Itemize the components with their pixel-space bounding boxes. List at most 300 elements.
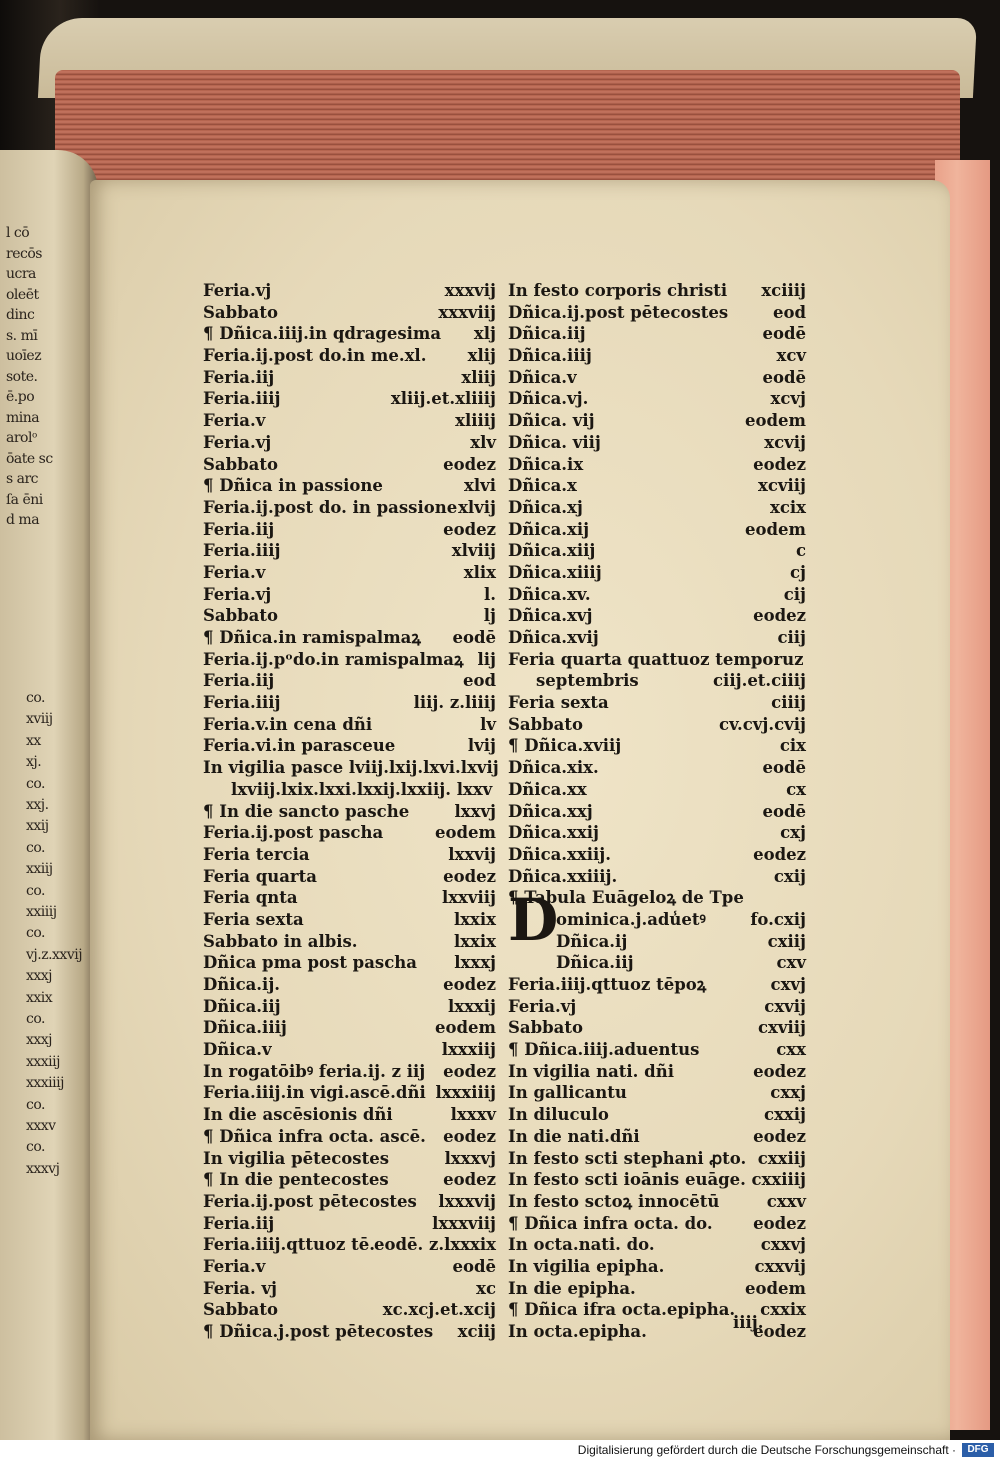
entry-folio: cxvj xyxy=(770,975,806,994)
left-page-fragment: xj. xyxy=(26,754,42,771)
index-entry xyxy=(203,952,496,974)
entry-folio: eodē. z.lxxxix xyxy=(373,1235,496,1255)
entry-label: Dñica.xj xyxy=(508,497,583,517)
index-entry xyxy=(203,692,496,714)
entry-folio: cj xyxy=(789,562,806,582)
index-entry xyxy=(203,1126,496,1148)
entry-folio: lxxvj xyxy=(454,801,496,821)
entry-label: ¶ Dñica infra octa. do. xyxy=(508,1213,713,1233)
entry-folio: xcv xyxy=(776,346,806,366)
entry-folio: xlviij xyxy=(451,541,496,561)
entry-label: In festo corporis christi xyxy=(508,281,728,300)
entry-folio: ciiij xyxy=(771,693,806,713)
entry-folio: lvij xyxy=(467,736,496,756)
index-entry xyxy=(203,1256,496,1278)
left-page-fragment: oleēt xyxy=(6,286,39,303)
entry-label: Feria.ij.post do.in me.xl. xyxy=(203,346,427,366)
entry-folio: eodem xyxy=(745,1278,806,1298)
entry-label: lxviij.lxix.lxxi.lxxij.lxxiij. lxxv xyxy=(231,779,493,799)
entry-folio: eodez xyxy=(753,1061,806,1081)
index-entry xyxy=(203,714,496,736)
entry-folio: eodez xyxy=(753,1322,806,1341)
index-entry xyxy=(508,302,806,324)
left-page-fragment: xviij xyxy=(26,711,53,728)
left-page-fragment: co. xyxy=(26,882,45,899)
entry-label: Sabbato xyxy=(203,454,278,474)
index-entry xyxy=(508,670,806,692)
left-page-edge xyxy=(0,150,98,1440)
entry-folio: xlv xyxy=(470,432,496,452)
entry-folio: cxvij xyxy=(764,996,806,1016)
entry-folio: cij xyxy=(783,584,806,604)
index-entry xyxy=(508,649,806,671)
entry-folio: cx xyxy=(786,779,806,799)
left-page-fragment: d ma xyxy=(6,512,40,528)
left-page-fragment: co. xyxy=(26,775,45,792)
entry-label: Feria.iij xyxy=(203,367,275,387)
left-page-fragment: co. xyxy=(26,925,45,942)
index-entry xyxy=(508,1148,806,1170)
entry-folio: cxxiiij xyxy=(751,1170,806,1190)
entry-label: In vigilia pētecostes xyxy=(203,1148,389,1168)
entry-label: Sabbato xyxy=(508,1018,583,1038)
entry-label: Dñica.xxj xyxy=(508,801,593,821)
entry-label: Feria.iiij.in vigi.ascē.dñi xyxy=(203,1083,426,1103)
left-page-fragment: xxxiij xyxy=(26,1053,60,1070)
entry-label: ¶ Dñica.j.post pētecostes xyxy=(203,1322,434,1341)
entry-folio: xcix xyxy=(770,497,806,517)
entry-folio: xlij xyxy=(467,346,496,366)
index-entry xyxy=(508,367,806,389)
entry-label: Feria.ij.post pascha xyxy=(203,823,384,843)
entry-label: Dñica.xvj xyxy=(508,606,593,626)
entry-folio: c xyxy=(795,541,806,561)
index-entry xyxy=(203,540,496,562)
entry-label: Dñica.xx xyxy=(508,779,587,799)
entry-label: Feria. vj xyxy=(203,1278,278,1298)
entry-folio: cxj xyxy=(780,823,806,843)
entry-label: Dñica pma post pascha xyxy=(203,953,417,973)
index-entry xyxy=(508,1256,806,1278)
entry-folio: eodez xyxy=(443,975,496,994)
index-column-right xyxy=(508,280,806,1343)
index-entry xyxy=(203,280,496,302)
entry-label: septembris xyxy=(536,671,639,691)
index-entry xyxy=(508,605,806,627)
entry-label: Feria quarta xyxy=(203,866,317,886)
index-entry xyxy=(203,475,496,497)
entry-label: Dñica.xvij xyxy=(508,628,599,647)
index-entry xyxy=(203,887,496,909)
index-entry xyxy=(508,996,806,1018)
entry-folio: cxxix xyxy=(760,1300,806,1320)
index-entry xyxy=(508,692,806,714)
entry-folio: lxxvij xyxy=(448,844,496,864)
index-entry xyxy=(203,627,496,649)
entry-label: Sabbato xyxy=(508,714,583,734)
entry-label: Feria.iiij xyxy=(203,693,281,713)
index-entry xyxy=(508,1169,806,1191)
left-page-fragment: co. xyxy=(26,1096,45,1113)
index-entry xyxy=(203,1082,496,1104)
entry-folio: lxxviij xyxy=(441,888,496,908)
index-entry xyxy=(203,1148,496,1170)
index-entry xyxy=(203,1321,496,1343)
entry-folio: lxxxij xyxy=(447,996,496,1016)
entry-folio: cxij xyxy=(773,866,806,886)
index-entry xyxy=(508,1104,806,1126)
entry-label: Dñica.xxij xyxy=(508,823,599,843)
entry-folio: lxxxviij xyxy=(432,1213,496,1233)
left-page-fragment: co. xyxy=(26,1011,45,1027)
entry-label: Dñica.iij xyxy=(203,996,281,1016)
index-entry xyxy=(508,1213,806,1235)
entry-label: Feria.v.in cena dñi xyxy=(203,714,373,734)
entry-label: Dñica.ix xyxy=(508,454,584,474)
index-entry xyxy=(508,1082,806,1104)
red-page-edges xyxy=(55,70,960,190)
entry-label: In octa.nati. do. xyxy=(508,1235,655,1255)
entry-folio: cxx xyxy=(776,1040,806,1060)
entry-label: Feria tercia xyxy=(203,844,310,864)
entry-label: Sabbato xyxy=(203,606,278,626)
entry-label: Dñica.xv. xyxy=(508,584,591,604)
left-page-fragment: xxj. xyxy=(26,797,49,813)
index-entry xyxy=(508,866,806,888)
entry-label: In vigilia epipha. xyxy=(508,1256,665,1276)
entry-folio: eodem xyxy=(435,823,496,843)
index-entry xyxy=(203,605,496,627)
entry-label: In festo scti stephani ꝓto. xyxy=(508,1148,747,1168)
entry-folio: eodē xyxy=(452,628,496,647)
entry-label: Feria.iiij.qttuoz tē. xyxy=(203,1235,375,1255)
left-page-fragment: dinc xyxy=(6,307,35,323)
entry-folio: eodez xyxy=(443,1170,496,1190)
entry-folio: eodē xyxy=(452,1256,496,1276)
entry-folio: xcvj xyxy=(770,389,806,409)
entry-label: Dñica.vj. xyxy=(508,389,589,409)
index-entry xyxy=(203,1234,496,1256)
entry-label: Dñica.ij. xyxy=(203,975,281,994)
entry-folio: liij. z.liiij xyxy=(413,693,496,713)
entry-folio: lxxxvij xyxy=(438,1191,496,1211)
index-entry xyxy=(508,323,806,345)
entry-label: ¶ Dñica.xviij xyxy=(508,736,622,756)
credit-bar xyxy=(0,1440,1000,1461)
left-page-fragment: ſa ēni xyxy=(6,491,43,508)
index-entry xyxy=(203,1191,496,1213)
entry-label: Feria.ij.pᵒdo.in ramispalmaꝝ xyxy=(203,649,464,669)
left-page-fragment: ucra xyxy=(6,266,36,282)
entry-label: Feria.vj xyxy=(203,432,272,452)
index-entry xyxy=(508,1017,806,1039)
entry-folio: eodem xyxy=(745,411,806,431)
index-entry xyxy=(508,1126,806,1148)
entry-folio: lxxxj xyxy=(454,953,496,973)
entry-label: ¶ Dñica.iiij.in qdragesima xyxy=(203,324,442,344)
entry-folio: xlvi xyxy=(464,476,496,496)
index-entry xyxy=(508,627,806,649)
entry-folio: xliiij xyxy=(455,411,496,431)
left-page-fragment: xxiiij xyxy=(26,904,57,920)
entry-label: ominica.j.adu̾etꝰ xyxy=(556,909,706,929)
index-entry xyxy=(203,1299,496,1321)
entry-label: Feria sexta xyxy=(508,693,609,713)
entry-folio: ciij xyxy=(777,628,806,647)
index-entry xyxy=(203,974,496,996)
entry-label: Dñica.v xyxy=(508,367,577,387)
index-entry xyxy=(203,1213,496,1235)
entry-folio: eodez xyxy=(443,1126,496,1146)
entry-label: In rogatōibꝰ feria.ij. z iij xyxy=(203,1061,426,1081)
entry-label: Feria.iij xyxy=(203,671,275,691)
index-entry xyxy=(203,909,496,931)
entry-label: In diluculo xyxy=(508,1105,609,1125)
entry-label: ¶ Dñica.iiij.aduentus xyxy=(508,1040,700,1060)
index-entry xyxy=(203,757,499,779)
entry-folio: xciiij xyxy=(761,281,806,300)
left-page-fragment: s arc xyxy=(6,471,39,487)
left-page-fragment: xx xyxy=(26,732,41,749)
left-page-fragment: co. xyxy=(26,690,45,706)
entry-folio: eod xyxy=(462,671,496,691)
entry-label: Dñica.xij xyxy=(508,519,590,539)
index-entry xyxy=(508,454,806,476)
entry-folio: cxxiij xyxy=(757,1148,806,1168)
entry-folio: eodez xyxy=(443,454,496,474)
entry-folio: eodē xyxy=(762,758,806,778)
index-entry xyxy=(203,410,496,432)
entry-folio: eodē xyxy=(762,801,806,821)
index-entry xyxy=(508,280,806,302)
entry-folio: xlix xyxy=(463,562,496,582)
index-entry xyxy=(508,584,806,606)
entry-folio: eod xyxy=(772,302,806,322)
entry-folio: eodez xyxy=(753,844,806,864)
entry-folio: xc xyxy=(476,1278,496,1298)
entry-label: Feria.iij xyxy=(203,519,275,539)
entry-folio: cxiij xyxy=(767,931,806,951)
left-page-fragment: xxix xyxy=(26,989,53,1006)
index-entry xyxy=(508,757,806,779)
entry-label: Dñica.xiiij xyxy=(508,562,602,582)
entry-folio: xliij xyxy=(461,367,496,387)
index-column-left xyxy=(203,280,499,1343)
entry-label: Dñica. vij xyxy=(508,411,595,431)
index-entry xyxy=(203,1278,496,1300)
entry-folio: ciij.et.ciiij xyxy=(713,671,806,691)
entry-label: Feria.v xyxy=(203,1256,266,1276)
entry-folio: xcviij xyxy=(758,476,806,496)
index-entry xyxy=(203,931,496,953)
index-entry xyxy=(508,562,806,584)
entry-folio: xciij xyxy=(457,1322,496,1341)
entry-folio: xliij.et.xliiij xyxy=(390,389,496,409)
entry-folio: xlvij xyxy=(458,497,496,517)
entry-label: Dñica.ij.post pētecostes xyxy=(508,302,729,322)
entry-folio: eodē xyxy=(762,367,806,387)
entry-folio: lj xyxy=(483,606,496,626)
entry-folio: cxv xyxy=(776,953,806,973)
entry-folio: eodez xyxy=(753,454,806,474)
entry-label: In festo sctoꝝ innocētū xyxy=(508,1191,720,1211)
entry-folio: eodē xyxy=(762,324,806,344)
entry-folio: lxxix xyxy=(453,909,496,929)
index-entry xyxy=(203,735,496,757)
entry-folio: xxxviij xyxy=(438,302,496,322)
credit-text: Digitalisierung gefördert durch die Deutsche Forschungsgemeinschaft · xyxy=(577,1443,956,1457)
entry-folio: cxxij xyxy=(764,1105,806,1125)
index-entry xyxy=(508,952,806,974)
entry-folio: eodez xyxy=(443,1061,496,1081)
index-entry xyxy=(508,1278,806,1300)
index-entry xyxy=(203,519,496,541)
index-entry xyxy=(203,996,496,1018)
entry-label: ¶ Dñica infra octa. ascē. xyxy=(203,1126,426,1146)
left-page-fragment: ē.po xyxy=(6,389,35,405)
index-entry xyxy=(508,388,806,410)
index-entry xyxy=(203,822,496,844)
left-page-fragment: l cō xyxy=(6,225,30,241)
entry-folio: xxxvij xyxy=(444,281,496,300)
entry-label: ¶ Dñica.in ramispalmaꝝ xyxy=(203,628,421,647)
page-footer-signature: iiij. xyxy=(733,1313,764,1332)
entry-label: In festo scti ioānis euāge. xyxy=(508,1170,746,1190)
entry-label: ¶ In die pentecostes xyxy=(203,1170,389,1190)
left-page-fragment: ōate sc xyxy=(6,450,53,467)
index-entry xyxy=(203,1104,496,1126)
entry-label: Dñica. viij xyxy=(508,432,601,452)
entry-folio: lxxxiiij xyxy=(435,1083,496,1103)
index-entry xyxy=(203,454,496,476)
entry-label: Dñica.iij xyxy=(508,324,586,344)
index-entry xyxy=(203,345,496,367)
index-entry xyxy=(203,1039,496,1061)
index-entry xyxy=(203,1061,496,1083)
index-entry xyxy=(203,497,496,519)
index-entry xyxy=(508,1039,806,1061)
entry-label: Feria qnta xyxy=(203,888,298,908)
entry-folio: cix xyxy=(779,736,806,756)
index-entry xyxy=(508,822,806,844)
entry-folio: lxxix xyxy=(453,931,496,951)
index-entry xyxy=(508,735,806,757)
entry-label: Dñica.iiij xyxy=(203,1018,287,1038)
entry-label: ¶ Tabula Euāgeloꝝ de Tpe xyxy=(508,888,744,908)
left-page-fragment: xxxv xyxy=(26,1118,56,1134)
left-page-fragment: co. xyxy=(26,839,45,856)
entry-folio: xc.xcj.et.xcij xyxy=(382,1300,496,1320)
entry-label: Dñica.iiij xyxy=(508,346,592,366)
entry-folio: eodez xyxy=(753,606,806,626)
entry-folio: lxxxiij xyxy=(441,1040,496,1060)
left-page-fragment: xxxj xyxy=(26,968,53,985)
entry-label: ¶ Dñica in passione xyxy=(203,476,383,496)
left-page-fragment: xxxj xyxy=(26,1032,53,1049)
entry-folio: lv xyxy=(480,714,496,734)
left-page-fragment: recōs xyxy=(6,245,42,262)
index-entry xyxy=(203,670,496,692)
left-page-fragment: xxiij xyxy=(26,861,53,878)
entry-folio: lij xyxy=(477,649,496,669)
entry-folio: cxviij xyxy=(758,1018,806,1038)
entry-label: Feria.v xyxy=(203,411,266,431)
index-entry xyxy=(203,801,496,823)
index-entry xyxy=(508,844,806,866)
entry-label: In octa.epipha. xyxy=(508,1322,647,1341)
index-entry xyxy=(508,432,806,454)
entry-label: Feria.v xyxy=(203,562,266,582)
index-entry xyxy=(508,1234,806,1256)
index-entry xyxy=(203,388,496,410)
index-entry xyxy=(508,714,806,736)
entry-folio: l. xyxy=(483,584,496,604)
entry-label: Feria.vj xyxy=(508,996,577,1016)
entry-folio: eodez xyxy=(753,1213,806,1233)
index-entry xyxy=(203,866,496,888)
entry-label: Feria.vj xyxy=(203,281,272,300)
index-entry xyxy=(508,410,806,432)
entry-label: Dñica.x xyxy=(508,476,577,496)
index-entry xyxy=(203,323,496,345)
entry-folio: fo.cxij xyxy=(750,909,806,929)
index-entry xyxy=(508,801,806,823)
entry-label: In vigilia nati. dñi xyxy=(508,1061,674,1081)
entry-label: Dñica.v xyxy=(203,1040,272,1060)
left-page-fragment: xxxiiij xyxy=(26,1075,64,1092)
entry-label: Sabbato xyxy=(203,302,278,322)
left-page-fragment: sote. xyxy=(6,368,38,385)
entry-folio: xlj xyxy=(473,324,496,344)
entry-folio: cv.cvj.cvij xyxy=(719,714,806,734)
dfg-logo: DFG xyxy=(962,1443,994,1457)
entry-label: Feria.iiij.qttuoz tēpoꝝ xyxy=(508,975,707,994)
index-entry xyxy=(203,302,496,324)
entry-label: Feria.iij xyxy=(203,1213,275,1233)
index-entry xyxy=(508,519,806,541)
index-entry xyxy=(203,1169,496,1191)
index-entry xyxy=(508,540,806,562)
entry-folio: eodem xyxy=(435,1018,496,1038)
entry-label: Feria.iiij xyxy=(203,541,281,561)
index-entry xyxy=(203,649,496,671)
entry-label: Sabbato xyxy=(203,1300,278,1320)
entry-label: ¶ In die sancto pasche xyxy=(203,801,410,821)
left-page-fragment: xxij xyxy=(26,818,49,835)
entry-label: Dñica.xix. xyxy=(508,758,599,778)
index-entry xyxy=(203,367,496,389)
entry-folio: cxxj xyxy=(770,1083,806,1103)
entry-label: In die ascēsionis dñi xyxy=(203,1105,393,1125)
entry-folio: eodez xyxy=(753,1126,806,1146)
index-entry xyxy=(508,974,806,996)
index-entry xyxy=(508,1061,806,1083)
entry-label: Feria.ij.post pētecostes xyxy=(203,1191,417,1211)
entry-label: Dñica.xxiij. xyxy=(508,844,611,864)
entry-label: Dñica.iij xyxy=(556,953,634,973)
entry-folio: eodez xyxy=(443,519,496,539)
entry-folio: eodez xyxy=(443,866,496,886)
entry-folio: cxxv xyxy=(766,1191,806,1211)
entry-label: Feria sexta xyxy=(203,909,304,929)
entry-folio: eodem xyxy=(745,519,806,539)
entry-label: Dñica.xiij xyxy=(508,541,596,561)
entry-label: Dñica.ij xyxy=(556,931,628,951)
index-entry xyxy=(508,1191,806,1213)
entry-folio: lxxxv xyxy=(450,1105,496,1125)
left-page-fragment: vj.z.xxvij xyxy=(26,946,83,963)
left-page-fragment: arolᵒ xyxy=(6,430,37,446)
